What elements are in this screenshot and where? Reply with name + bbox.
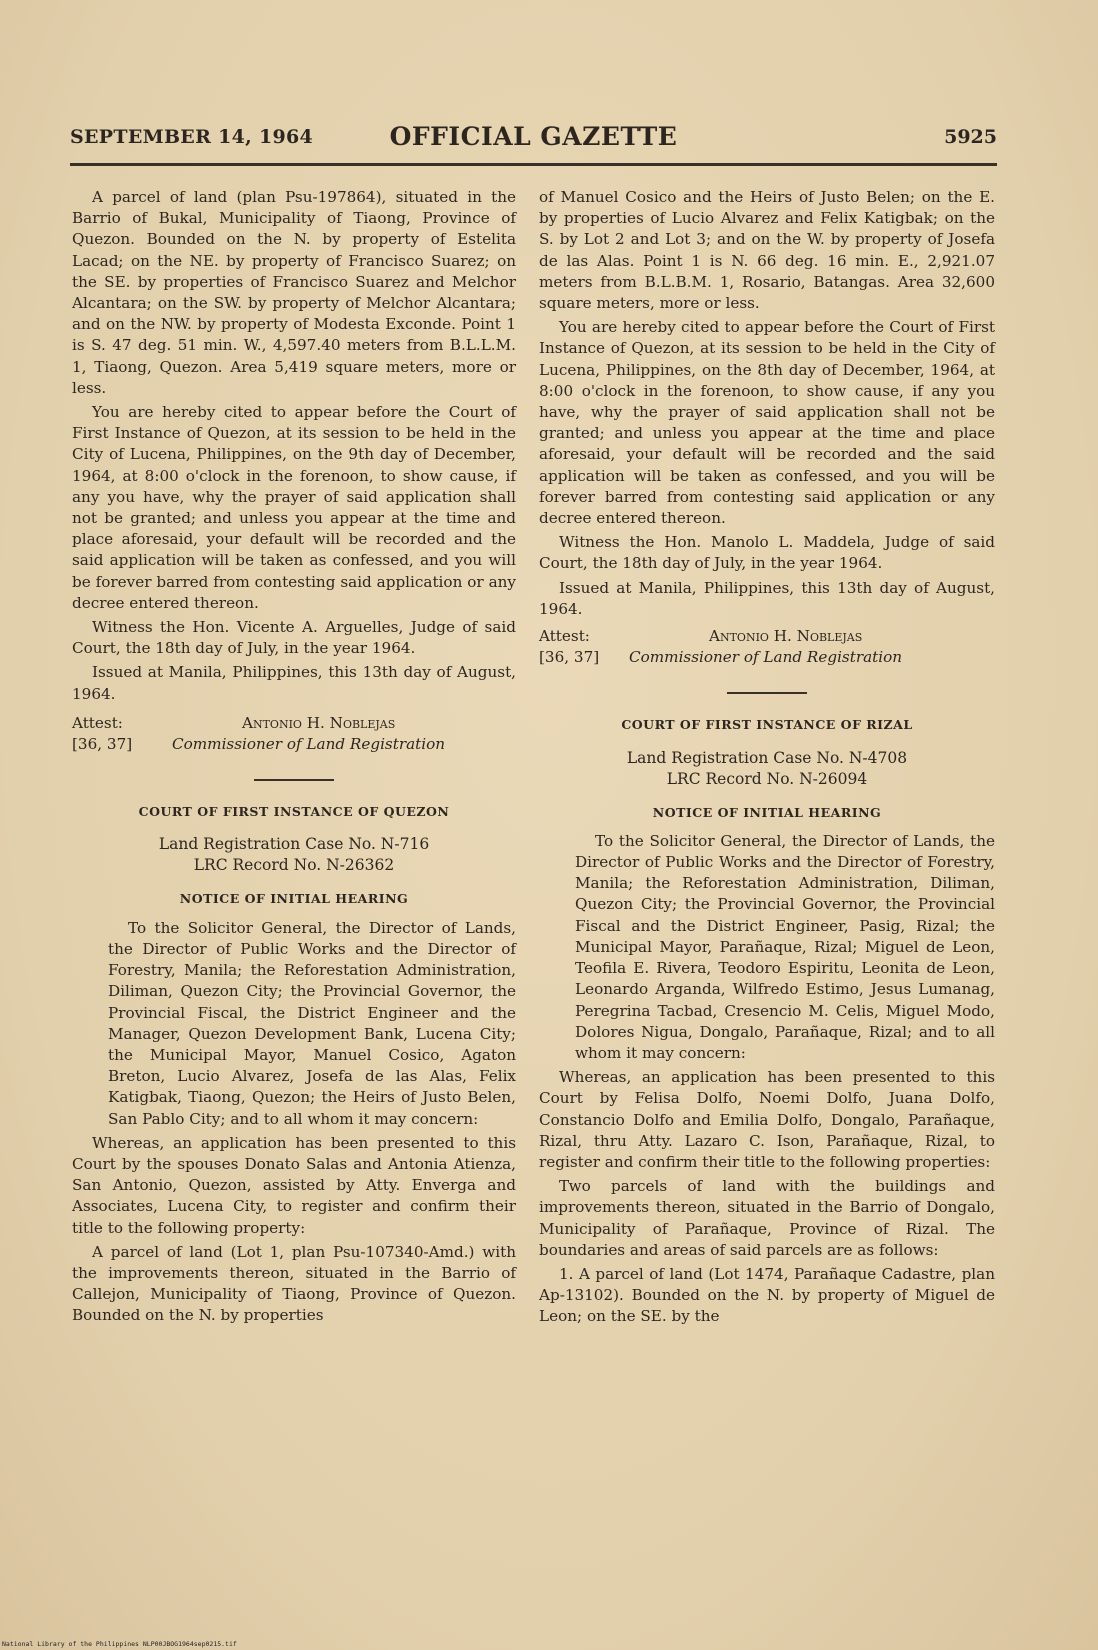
signatory-title: Commissioner of Land Registration <box>172 735 446 754</box>
section-separator <box>254 779 334 781</box>
left-column <box>72 187 516 1330</box>
reference-number: [36, 37] <box>539 648 600 667</box>
notice-heading: NOTICE OF INITIAL HEARING <box>179 891 409 907</box>
case-number: Land Registration Case No. N-4708 <box>626 748 908 767</box>
application-paragraph: Whereas, an application has been presented to this Court by the spouses Donato Salas and Antonia Atienza, San Antonio, Quezon, assisted by Atty. Enverga and Associates, Lucena City, to register and confirm their title to the following property: <box>72 1133 516 1237</box>
signatory-name: Antonio H. Noblejas <box>242 713 396 732</box>
court-heading: COURT OF FIRST INSTANCE OF QUEZON <box>138 804 450 820</box>
signature-block <box>539 626 995 668</box>
witness-paragraph: Witness the Hon. Manolo L. Maddela, Judge of said Court, the 18th day of July, in the year 1964. <box>539 533 995 573</box>
signature-block <box>72 713 516 755</box>
notice-heading: NOTICE OF INITIAL HEARING <box>652 804 882 820</box>
witness-paragraph: Witness the Hon. Vicente A. Arguelles, Judge of said Court, the 18th day of July, in the year 1964. <box>72 618 516 658</box>
citation-paragraph: You are hereby cited to appear before the Court of First Instance of Quezon, at its session to be held in the City of Lucena, Philippines, on the 8th day of December, 1964, at 8:00 o'clock in the forenoon, to show cause, if any you have, why the prayer of said application shall not be granted; and unless you appear at the time and place aforesaid, your default will be recorded and the said application will be taken as confessed, and you will be forever barred from contesting said application or any decree entered thereon. <box>539 318 995 528</box>
section-separator <box>727 692 807 694</box>
issue-date: SEPTEMBER 14, 1964 <box>70 126 314 148</box>
addressee-paragraph: To the Solicitor General, the Director of Lands, the Director of Public Works and the Director of Forestry, Manila; the Reforestation Administration, Diliman, Quezon City; the Provincial Governor, the Provincial Fiscal, the District Engineer and the Manager, Quezon Development Bank, Lucena City; the Municipal Mayor, Manuel Cosico, Agaton Breton, Lucio Alvarez, Josefa de las Alas, Felix Katigbak, Tiaong, Quezon; the Heirs of Justo Belen, San Pablo City; and to all whom it may concern: <box>108 918 516 1128</box>
header-rule <box>70 163 997 166</box>
parcel-continuation: of Manuel Cosico and the Heirs of Justo Belen; on the E. by properties of Lucio Alvarez and Felix Katigbak; on the S. by Lot 2 and Lot 3; and on the W. by property of Josefa de las Alas. Point 1 is N. 66 deg. 16 min. E., 2,921.07 meters from B.L.B.M. 1, Rosario, Batangas. Area 32,600 square meters, more or less. <box>539 188 995 313</box>
citation-paragraph: You are hereby cited to appear before the Court of First Instance of Quezon, at its session to be held in the City of Lucena, Philippines, on the 9th day of December, 1964, at 8:00 o'clock in the forenoon, to show cause, if any you have, why the prayer of said application shall not be granted; and unless you appear at the time and place aforesaid, your default will be recorded and the said application will be taken as confessed, and you will be forever barred from contesting said application or any decree entered thereon. <box>72 403 516 612</box>
parcels-paragraph: Two parcels of land with the buildings and improvements thereon, situated in the Barrio of Dongalo, Municipality of Parañaque, Province of Rizal. The boundaries and areas of said parcels are as follows: <box>539 1177 995 1259</box>
issued-paragraph: Issued at Manila, Philippines, this 13th day of August, 1964. <box>539 578 995 618</box>
lrc-record: LRC Record No. N-26362 <box>193 856 395 875</box>
addressee-paragraph: To the Solicitor General, the Director of Lands, the Director of Public Works and the Director of Forestry, Manila; the Reforestation Administration, Diliman, Quezon City; the Provincial Governor, the Provincial Fiscal and the District Engineer, Pasig, Rizal; the Municipal Mayor, Parañaque, Rizal; Miguel de Leon, Teofila E. Rivera, Teodoro Espiritu, Leonita de Leon, Leonardo Arganda, Wilfredo Estimo, Jesus Lumanag, Peregrina Tacbad, Cresencio M. Celis, Miguel Modo, Dolores Nigua, Dongalo, Parañaque, Rizal; and to all whom it may concern: <box>575 831 995 1062</box>
lrc-record: LRC Record No. N-26094 <box>666 769 868 788</box>
court-heading: COURT OF FIRST INSTANCE OF RIZAL <box>621 717 913 733</box>
publication-title: OFFICIAL GAZETTE <box>389 122 678 151</box>
case-number: Land Registration Case No. N-716 <box>158 835 430 854</box>
parcel-description: A parcel of land (plan Psu-197864), situated in the Barrio of Bukal, Municipality of Tiaong, Province of Quezon. Bounded on the N. by property of Estelita Lacad; on the NE. by property of Francisco Suarez; on the SE. by properties of Francisco Suarez and Melchor Alcantara; on the SW. by property of Melchor Alcantara; and on the NW. by property of Modesta Exconde. Point 1 is S. 47 deg. 51 min. W., 4,597.40 meters from B.L.L.M. 1, Tiaong, Quezon. Area 5,419 square meters, more or less. <box>72 188 516 397</box>
issued-paragraph: Issued at Manila, Philippines, this 13th day of August, 1964. <box>72 663 516 703</box>
right-column <box>539 187 995 1331</box>
application-paragraph: Whereas, an application has been presented to this Court by Felisa Dolfo, Noemi Dolfo, Juana Dolfo, Constancio Dolfo and Emilia Dolfo, Dongalo, Parañaque, Rizal, thru Atty. Lazaro C. Ison, Parañaque, Rizal, to register and confirm their title to the following properties: <box>539 1068 995 1171</box>
attest-label: Attest: <box>72 713 123 732</box>
scan-footer: National Library of the Philippines NLP00JBOG1964sep0215.tif <box>2 1640 237 1648</box>
attest-label: Attest: <box>539 627 590 646</box>
lot-paragraph: 1. A parcel of land (Lot 1474, Parañaque Cadastre, plan Ap-13102). Bounded on the N. by property of Miguel de Leon; on the SE. by the <box>539 1264 995 1326</box>
reference-number: [36, 37] <box>72 735 133 754</box>
signatory-title: Commissioner of Land Registration <box>629 648 903 667</box>
property-paragraph: A parcel of land (Lot 1, plan Psu-107340-Amd.) with the improvements thereon, situated in the Barrio of Callejon, Municipality of Tiaong, Province of Quezon. Bounded on the N. by properties <box>72 1242 516 1325</box>
signatory-name: Antonio H. Noblejas <box>709 627 863 646</box>
page-header <box>70 124 997 158</box>
page-number: 5925 <box>944 126 997 148</box>
